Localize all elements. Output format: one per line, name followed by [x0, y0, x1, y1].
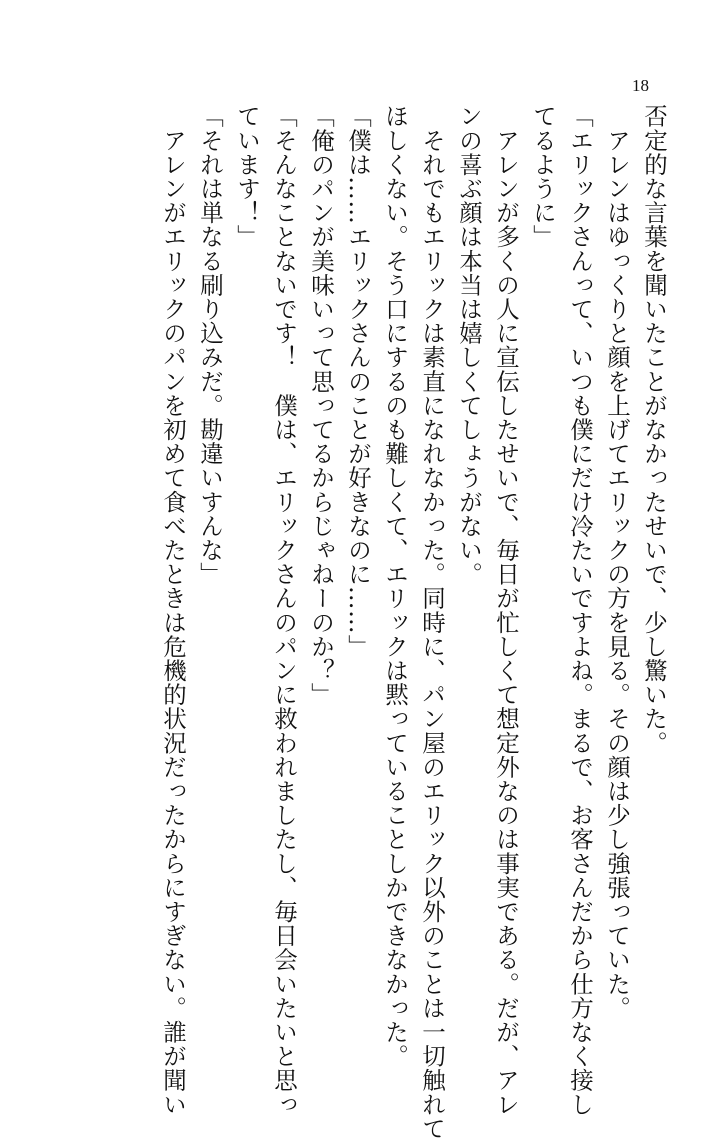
text-line: ほしくない。そう口にするのも難しくて、エリックは黙っていることしかできなかった。: [381, 104, 409, 1068]
text-line: ています！」: [233, 104, 261, 249]
text-line: それでもエリックは素直になれなかった。同時に、パン屋のエリック以外のことは一切触れて: [418, 104, 446, 1140]
text-line: アレンが多くの人に宣伝したせいで、毎日が忙しくて想定外なのは事実である。だが、アレ: [492, 104, 520, 1117]
text-line: 「そんなことないです！ 僕は、エリックさんのパンに救われましたし、毎日会いたいと思っ: [270, 104, 298, 1117]
text-line: アレンはゆっくりと顔を上げてエリックの方を見る。その顔は少し強張っていた。: [603, 104, 631, 1020]
vertical-text-body: [154, 104, 672, 1140]
text-line: 否定的な言葉を聞いたことがなかったせいで、少し驚いた。: [640, 104, 668, 755]
text-line: ンの喜ぶ顔は本当は嬉しくてしょうがない。: [455, 104, 483, 586]
text-line: アレンがエリックのパンを初めて食べたときは危機的状況だったからにすぎない。誰が聞い: [159, 104, 187, 1117]
text-line: 「エリックさんって、いつも僕にだけ冷たいですよね。まるで、お客さんだから仕方なく接し: [566, 104, 594, 1117]
text-line: てるように」: [529, 104, 557, 249]
page-number: 18: [632, 76, 649, 95]
text-line: 「僕は……エリックさんのことが好きなのに……」: [344, 104, 372, 659]
text-line: 「俺のパンが美味いって思ってるからじゃねーのか？」: [307, 104, 335, 707]
text-line: 「それは単なる刷り込みだ。勘違いすんな」: [196, 104, 224, 586]
